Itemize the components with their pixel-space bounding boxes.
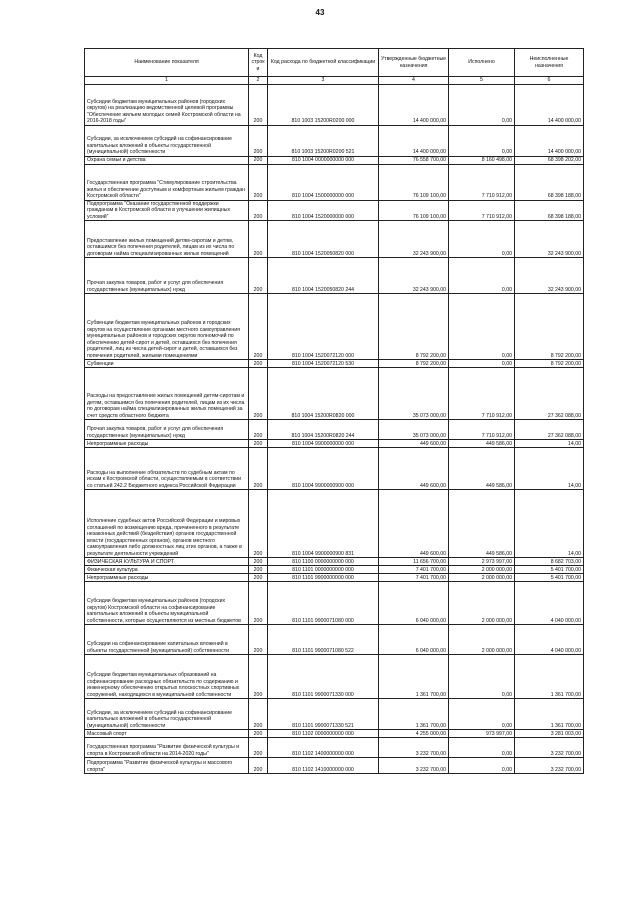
row-name: Непрограммные расходы xyxy=(85,440,249,448)
row-budget-code: 810 1101 9900000000 000 xyxy=(268,574,379,582)
row-executed: 0,00 xyxy=(449,84,515,125)
row-approved: 449 600,00 xyxy=(379,448,449,490)
row-name: Субсидии на софинансирование капитальных вложений в объекты государственной (муниципальной) собственности xyxy=(85,625,249,655)
row-name: Субвенции бюджетам муниципальных районов и городских округов на осуществление органами местного самоуправления муниципальных районов и городских округов полномочий по обеспечению детей-сирот и детей, оставшихся без попечения родителей, лиц из числа детей-сирот и детей, оставшихся без попечения родителей, жилыми помещениями xyxy=(85,294,249,360)
row-approved: 3 232 700,00 xyxy=(379,738,449,758)
row-unexecuted: 68 398 188,00 xyxy=(515,200,584,221)
row-unexecuted: 4 040 000,00 xyxy=(515,625,584,655)
row-budget-code: 810 1102 1410000000 000 xyxy=(268,758,379,774)
row-unexecuted: 3 232 700,00 xyxy=(515,738,584,758)
row-budget-code: 810 1004 0000000000 000 xyxy=(268,156,379,164)
row-approved: 449 600,00 xyxy=(379,440,449,448)
row-unexecuted: 14 400 000,00 xyxy=(515,84,584,125)
row-unexecuted: 68 398 188,00 xyxy=(515,164,584,200)
column-number: 2 xyxy=(249,77,268,85)
row-name: Физическая культура xyxy=(85,566,249,574)
row-budget-code: 810 1004 1520000000 000 xyxy=(268,200,379,221)
row-executed: 7 710 912,00 xyxy=(449,368,515,420)
row-line-code: 200 xyxy=(249,125,268,156)
table-row xyxy=(85,738,584,758)
row-name: Расходы на выполнение обязательств по судебным актам по искам к Костромской области, осуществляемым в соответствии со статьей 242.2 Бюджетного кодекса Российской Федерации xyxy=(85,448,249,490)
row-approved: 11 656 700,00 xyxy=(379,558,449,566)
row-executed: 2 000 000,00 xyxy=(449,582,515,625)
table-row xyxy=(85,490,584,558)
row-executed: 0,00 xyxy=(449,655,515,699)
row-budget-code: 810 1101 0000000000 000 xyxy=(268,566,379,574)
row-line-code: 200 xyxy=(249,582,268,625)
table-row xyxy=(85,566,584,574)
column-number: 5 xyxy=(449,77,515,85)
row-budget-code: 810 1003 15200R0200 521 xyxy=(268,125,379,156)
row-approved: 4 255 000,00 xyxy=(379,730,449,738)
row-line-code: 200 xyxy=(249,294,268,360)
budget-execution-table xyxy=(84,48,584,774)
table-body xyxy=(85,84,584,774)
row-budget-code: 810 1101 9900071330 000 xyxy=(268,655,379,699)
header-code: Код строк и xyxy=(249,49,268,77)
row-name: Субсидии бюджетам муниципальных районов (городских округов) Костромской области на софинансирование капитальных вложений в объекты муниципальной собственности, которые осуществляются из местных бюджетов xyxy=(85,582,249,625)
row-budget-code: 810 1004 9900000900 831 xyxy=(268,490,379,558)
row-executed: 0,00 xyxy=(449,699,515,730)
row-line-code: 200 xyxy=(249,368,268,420)
column-number: 1 xyxy=(85,77,249,85)
table-row xyxy=(85,582,584,625)
table-row xyxy=(85,440,584,448)
row-executed: 0,00 xyxy=(449,221,515,258)
table-row xyxy=(85,368,584,420)
row-budget-code: 810 1003 15200R0200 000 xyxy=(268,84,379,125)
row-approved: 8 792 200,00 xyxy=(379,360,449,368)
row-executed: 973 997,00 xyxy=(449,730,515,738)
row-executed: 2 973 997,00 xyxy=(449,558,515,566)
row-budget-code: 810 1101 9900071080 522 xyxy=(268,625,379,655)
row-unexecuted: 5 401 700,00 xyxy=(515,574,584,582)
row-line-code: 200 xyxy=(249,699,268,730)
row-approved: 32 243 900,00 xyxy=(379,258,449,294)
row-approved: 449 600,00 xyxy=(379,490,449,558)
table-row xyxy=(85,221,584,258)
row-unexecuted: 8 682 703,00 xyxy=(515,558,584,566)
row-line-code: 200 xyxy=(249,420,268,440)
row-budget-code: 810 1102 0000000000 000 xyxy=(268,730,379,738)
row-line-code: 200 xyxy=(249,164,268,200)
row-name: Непрограммные расходы xyxy=(85,574,249,582)
row-budget-code: 810 1004 1520050820 000 xyxy=(268,221,379,258)
row-name: Государственная программа "Развитие физической культуры и спорта в Костромской области на 2014-2020 годы" xyxy=(85,738,249,758)
column-number: 3 xyxy=(268,77,379,85)
row-unexecuted: 32 243 900,00 xyxy=(515,221,584,258)
row-name: Субсидии бюджетам муниципальных районов (городских округов) на реализацию ведомственной целевой программы "Обеспечение жильем молодых семей Костромской области на 2016-2018 годы" xyxy=(85,84,249,125)
column-number: 4 xyxy=(379,77,449,85)
column-number: 6 xyxy=(515,77,584,85)
table-row xyxy=(85,156,584,164)
row-line-code: 200 xyxy=(249,258,268,294)
header-approved: Утвержденные бюджетные назначения xyxy=(379,49,449,77)
page-number: 43 xyxy=(315,8,325,17)
row-executed: 0,00 xyxy=(449,258,515,294)
row-name: Государственная программа "Стимулирование строительства жилья и обеспечение доступным и комфортным жильем граждан Костромской области" xyxy=(85,164,249,200)
row-unexecuted: 1 361 700,00 xyxy=(515,699,584,730)
table-row xyxy=(85,420,584,440)
row-line-code: 200 xyxy=(249,574,268,582)
row-line-code: 200 xyxy=(249,655,268,699)
row-budget-code: 810 1004 1520072120 530 xyxy=(268,360,379,368)
row-executed: 449 586,00 xyxy=(449,490,515,558)
row-unexecuted: 3 232 700,00 xyxy=(515,758,584,774)
row-approved: 76 558 700,00 xyxy=(379,156,449,164)
row-name: Исполнение судебных актов Российской Федерации и мировых соглашений по возмещению вреда, причиненного в результате незаконных действий (бездействия) органов государственной власти (государственных органов), органов местного самоуправления либо должностных лиц этих органов, а также в результате деятельности учреждений xyxy=(85,490,249,558)
row-budget-code: 810 1102 1400000000 000 xyxy=(268,738,379,758)
row-approved: 6 040 000,00 xyxy=(379,625,449,655)
row-executed: 7 710 912,00 xyxy=(449,164,515,200)
table-row xyxy=(85,125,584,156)
row-approved: 8 792 200,00 xyxy=(379,294,449,360)
row-budget-code: 810 1004 1500000000 000 xyxy=(268,164,379,200)
table-row xyxy=(85,730,584,738)
row-line-code: 200 xyxy=(249,200,268,221)
row-name: Массовый спорт xyxy=(85,730,249,738)
row-unexecuted: 27 362 088,00 xyxy=(515,420,584,440)
row-unexecuted: 14,00 xyxy=(515,490,584,558)
header-row xyxy=(85,49,584,77)
row-budget-code: 810 1004 15200R0820 244 xyxy=(268,420,379,440)
table-row xyxy=(85,625,584,655)
row-line-code: 200 xyxy=(249,156,268,164)
row-line-code: 200 xyxy=(249,558,268,566)
row-budget-code: 810 1004 15200R0820 000 xyxy=(268,368,379,420)
row-approved: 14 400 000,00 xyxy=(379,84,449,125)
row-name: Расходы на предоставление жилых помещений детям-сиротам и детям, оставшимся без попечения родителей, лицам из их числа по договорам найма специализированных жилых помещений за счет средств областного бюджета xyxy=(85,368,249,420)
row-executed: 8 160 498,00 xyxy=(449,156,515,164)
row-approved: 32 243 900,00 xyxy=(379,221,449,258)
row-name: Подпрограмма "Оказание государственной поддержки гражданам в Костромской области в улучшении жилищных условий" xyxy=(85,200,249,221)
table-row xyxy=(85,558,584,566)
row-name: Охрана семьи и детства xyxy=(85,156,249,164)
row-budget-code: 810 1004 9900000900 000 xyxy=(268,448,379,490)
header-unexecuted: Неисполненные назначения xyxy=(515,49,584,77)
row-line-code: 200 xyxy=(249,758,268,774)
row-unexecuted: 14,00 xyxy=(515,448,584,490)
row-unexecuted: 3 281 003,00 xyxy=(515,730,584,738)
row-budget-code: 810 1004 1520072120 000 xyxy=(268,294,379,360)
row-executed: 7 710 912,00 xyxy=(449,420,515,440)
table-row xyxy=(85,448,584,490)
row-line-code: 200 xyxy=(249,566,268,574)
table-row xyxy=(85,164,584,200)
row-approved: 76 109 100,00 xyxy=(379,164,449,200)
column-number-row xyxy=(85,77,584,85)
row-unexecuted: 1 361 700,00 xyxy=(515,655,584,699)
row-executed: 0,00 xyxy=(449,758,515,774)
table-row xyxy=(85,258,584,294)
header-name: Наименование показателя xyxy=(85,49,249,77)
row-budget-code: 810 1101 9900071080 000 xyxy=(268,582,379,625)
row-approved: 14 400 000,00 xyxy=(379,125,449,156)
row-executed: 0,00 xyxy=(449,125,515,156)
row-name: Прочая закупка товаров, работ и услуг для обеспечения государственных (муниципальных) нужд xyxy=(85,420,249,440)
row-name: Прочая закупка товаров, работ и услуг для обеспечения государственных (муниципальных) нужд xyxy=(85,258,249,294)
row-budget-code: 810 1100 0000000000 000 xyxy=(268,558,379,566)
row-line-code: 200 xyxy=(249,448,268,490)
row-approved: 1 361 700,00 xyxy=(379,655,449,699)
row-approved: 76 109 100,00 xyxy=(379,200,449,221)
table-row xyxy=(85,360,584,368)
row-executed: 0,00 xyxy=(449,360,515,368)
row-name: Предоставление жилых помещений детям-сиротам и детям, оставшимся без попечения родителей, лицам из их числа по договорам найма специализированных жилых помещений xyxy=(85,221,249,258)
row-name: ФИЗИЧЕСКАЯ КУЛЬТУРА И СПОРТ xyxy=(85,558,249,566)
row-budget-code: 810 1004 1520050820 244 xyxy=(268,258,379,294)
row-line-code: 200 xyxy=(249,221,268,258)
table-row xyxy=(85,699,584,730)
row-unexecuted: 4 040 000,00 xyxy=(515,582,584,625)
row-executed: 449 586,00 xyxy=(449,440,515,448)
row-unexecuted: 14 400 000,00 xyxy=(515,125,584,156)
row-unexecuted: 8 792 200,00 xyxy=(515,294,584,360)
table-row xyxy=(85,758,584,774)
row-line-code: 200 xyxy=(249,84,268,125)
row-approved: 7 401 700,00 xyxy=(379,574,449,582)
table-row xyxy=(85,294,584,360)
row-unexecuted: 8 792 200,00 xyxy=(515,360,584,368)
row-approved: 35 073 000,00 xyxy=(379,420,449,440)
row-budget-code: 810 1004 9900000000 000 xyxy=(268,440,379,448)
row-unexecuted: 5 401 700,00 xyxy=(515,566,584,574)
row-line-code: 200 xyxy=(249,625,268,655)
header-budget-code: Код расхода по бюджетной классификации xyxy=(268,49,379,77)
row-name: Субсидии, за исключением субсидий на софинансирование капитальных вложений в объекты государственной (муниципальной) собственности xyxy=(85,699,249,730)
row-executed: 0,00 xyxy=(449,738,515,758)
table-row xyxy=(85,655,584,699)
row-executed: 2 000 000,00 xyxy=(449,574,515,582)
row-line-code: 200 xyxy=(249,730,268,738)
row-name: Субсидии, за исключением субсидий на софинансирование капитальных вложений в объекты государственной (муниципальной) собственности xyxy=(85,125,249,156)
row-name: Субсидии бюджетам муниципальных образований на софинансирование расходных обязательств по содержанию и инженерному обеспечению открытых плоскостных спортивных сооружений, находящихся в муниципальной собственности xyxy=(85,655,249,699)
row-unexecuted: 14,00 xyxy=(515,440,584,448)
row-approved: 7 401 700,00 xyxy=(379,566,449,574)
row-line-code: 200 xyxy=(249,490,268,558)
header-executed: Исполнено xyxy=(449,49,515,77)
row-name: Подпрограмма "Развитие физической культуры и массового спорта" xyxy=(85,758,249,774)
row-executed: 449 586,00 xyxy=(449,448,515,490)
row-approved: 1 361 700,00 xyxy=(379,699,449,730)
row-executed: 0,00 xyxy=(449,294,515,360)
row-unexecuted: 27 362 088,00 xyxy=(515,368,584,420)
row-approved: 3 232 700,00 xyxy=(379,758,449,774)
row-executed: 2 000 000,00 xyxy=(449,625,515,655)
row-budget-code: 810 1101 9900071330 521 xyxy=(268,699,379,730)
table-row xyxy=(85,200,584,221)
row-line-code: 200 xyxy=(249,440,268,448)
row-approved: 6 040 000,00 xyxy=(379,582,449,625)
row-executed: 2 000 000,00 xyxy=(449,566,515,574)
table-row xyxy=(85,84,584,125)
row-line-code: 200 xyxy=(249,360,268,368)
row-approved: 35 073 000,00 xyxy=(379,368,449,420)
row-name: Субвенции xyxy=(85,360,249,368)
row-unexecuted: 32 243 900,00 xyxy=(515,258,584,294)
row-unexecuted: 68 398 202,00 xyxy=(515,156,584,164)
table-row xyxy=(85,574,584,582)
row-line-code: 200 xyxy=(249,738,268,758)
row-executed: 7 710 912,00 xyxy=(449,200,515,221)
